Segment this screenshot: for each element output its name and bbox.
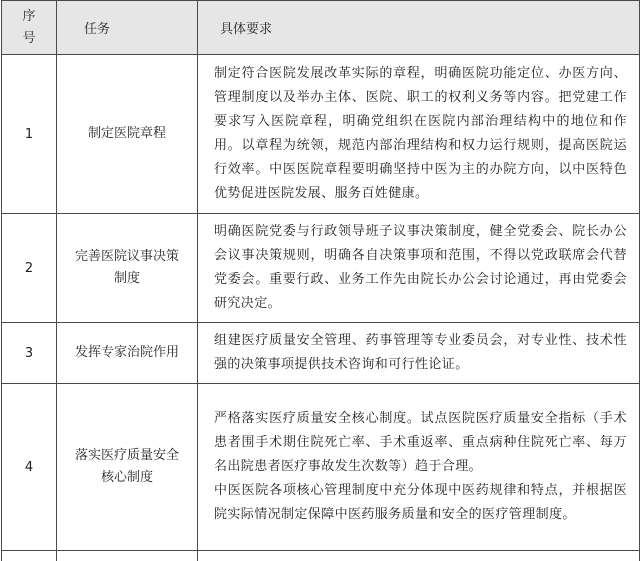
row-task: 落实医疗质量安全核心制度 [57,384,198,551]
row-requirements [198,323,640,384]
table-header [2,1,640,55]
row-task: 完善医院议事决策制度 [57,214,198,323]
header-number-line2: 号 [2,28,56,50]
header-number [2,1,57,55]
table-row [2,323,640,384]
requirement-paragraph: 严格落实医疗质量安全核心制度。试点医院医疗质量安全指标（手术患者围手术期住院死亡率、手术重返率、重点病种住院死亡率、每万名出院患者医疗事故发生次数等）趋于合理。 [214,407,627,479]
header-row [2,1,640,55]
requirement-paragraph: 组建医疗质量安全管理、药事管理等专业委员会，对专业性、技术性强的决策事项提供技术咨询和可行性论证。 [214,329,627,377]
table-row [2,384,640,551]
requirement-paragraph: 明确医院党委与行政领导班子议事决策制度，健全党委会、院长办公会议事决策规则，明确各自决策事项和范围，不得以党政联席会代替党委会。重要行政、业务工作先由院长办公会讨论通过，再由党委会研究决定。 [214,220,627,316]
row-requirements [198,55,640,214]
row-number: 2 [2,214,57,323]
header-task: 任务 [57,1,198,55]
row-requirements [198,551,640,561]
row-number: 4 [2,384,57,551]
requirement-paragraph: 制定符合医院发展改革实际的章程，明确医院功能定位、办医方向、管理制度以及举办主体、医院、职工的权利义务等内容。把党建工作要求写入医院章程，明确党组织在医院内部治理结构中的地位和作用。以章程为统领，规范内部治理结构和权力运行规则，提高医院运行效率。中医医院章程要明确坚持中医为主的办院方向，以中医特色优势促进医院发展、服务百姓健康。 [214,62,627,206]
requirement-paragraph: 中医医院各项核心管理制度中充分体现中医药规律和特点，并根据医院实际情况制定保障中医药服务质量和安全的医疗管理制度。 [214,479,627,527]
row-number: 3 [2,323,57,384]
table-row [2,214,640,323]
row-number [2,551,57,561]
row-number: 1 [2,55,57,214]
row-requirements [198,214,640,323]
requirements-table [1,0,640,561]
row-task [57,551,198,561]
row-task: 发挥专家治院作用 [57,323,198,384]
row-requirements [198,384,640,551]
table-row-partial [2,551,640,561]
header-requirements: 具体要求 [198,1,640,55]
table-row [2,55,640,214]
header-number-line1: 序 [2,6,56,28]
row-task: 制定医院章程 [57,55,198,214]
